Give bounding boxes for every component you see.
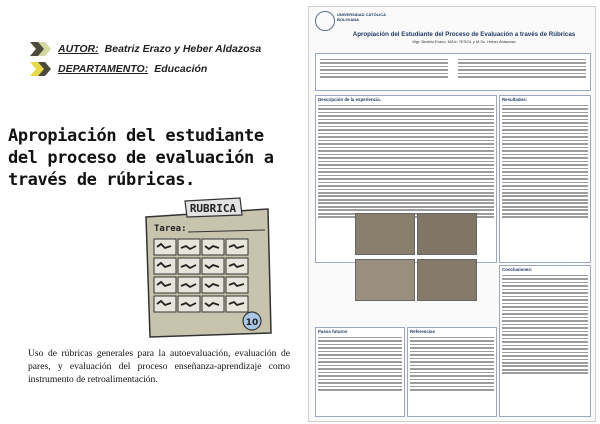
future-heading: Pasos futuros — [318, 329, 348, 334]
poster-photo — [417, 259, 477, 301]
author-label: AUTOR: — [58, 43, 99, 55]
results-heading: Resultados: — [502, 97, 528, 102]
description-heading: Descripción de la experiencia. — [318, 97, 381, 102]
poster-photo — [417, 213, 477, 255]
poster-photo — [355, 259, 415, 301]
poster-info-box — [315, 53, 591, 91]
page-title: Apropiación del estudiante del proceso de evaluación a través de rúbricas. — [8, 126, 274, 190]
poster-title: Apropiación del Estudiante del Proceso de Evaluación a través de Rúbricas — [352, 31, 576, 38]
department-row — [30, 62, 207, 76]
conclusions-heading: Conclusiones: — [502, 267, 533, 272]
poster-future-section — [315, 327, 405, 417]
poster-authors: Mgr. Beatriz Erazo, MA in TESOL y M.Sc. Heber Aldazosa — [412, 39, 516, 44]
arrow-icon — [30, 62, 52, 76]
rubric-illustration — [140, 195, 275, 340]
poster-conclusions-section — [499, 265, 591, 417]
author-value: Beatriz Erazo y Heber Aldazosa — [104, 43, 262, 55]
rubric-task-label: Tarea: — [154, 224, 187, 234]
poster-photo — [355, 213, 415, 255]
department-value: Educación — [154, 63, 208, 75]
university-logo — [315, 11, 335, 31]
poster-references-section — [407, 327, 497, 417]
rubric-header-text: RUBRICA — [189, 202, 237, 215]
poster-results-section — [499, 95, 591, 263]
description-text: Uso de rúbricas generales para la autoevaluación, evaluación de pares, y evaluación del proceso enseñanza-aprendizaje como instrumento de retroalimentación. — [28, 348, 290, 385]
references-heading: Referencias — [410, 329, 435, 334]
logo-text: UNIVERSIDAD CATÓLICA BOLIVIANA — [337, 12, 386, 22]
poster-thumbnail — [308, 6, 596, 422]
score-badge-text: 10 — [245, 318, 259, 328]
arrow-icon — [30, 42, 52, 56]
department-label: DEPARTAMENTO: — [58, 63, 149, 75]
author-row — [30, 42, 261, 56]
